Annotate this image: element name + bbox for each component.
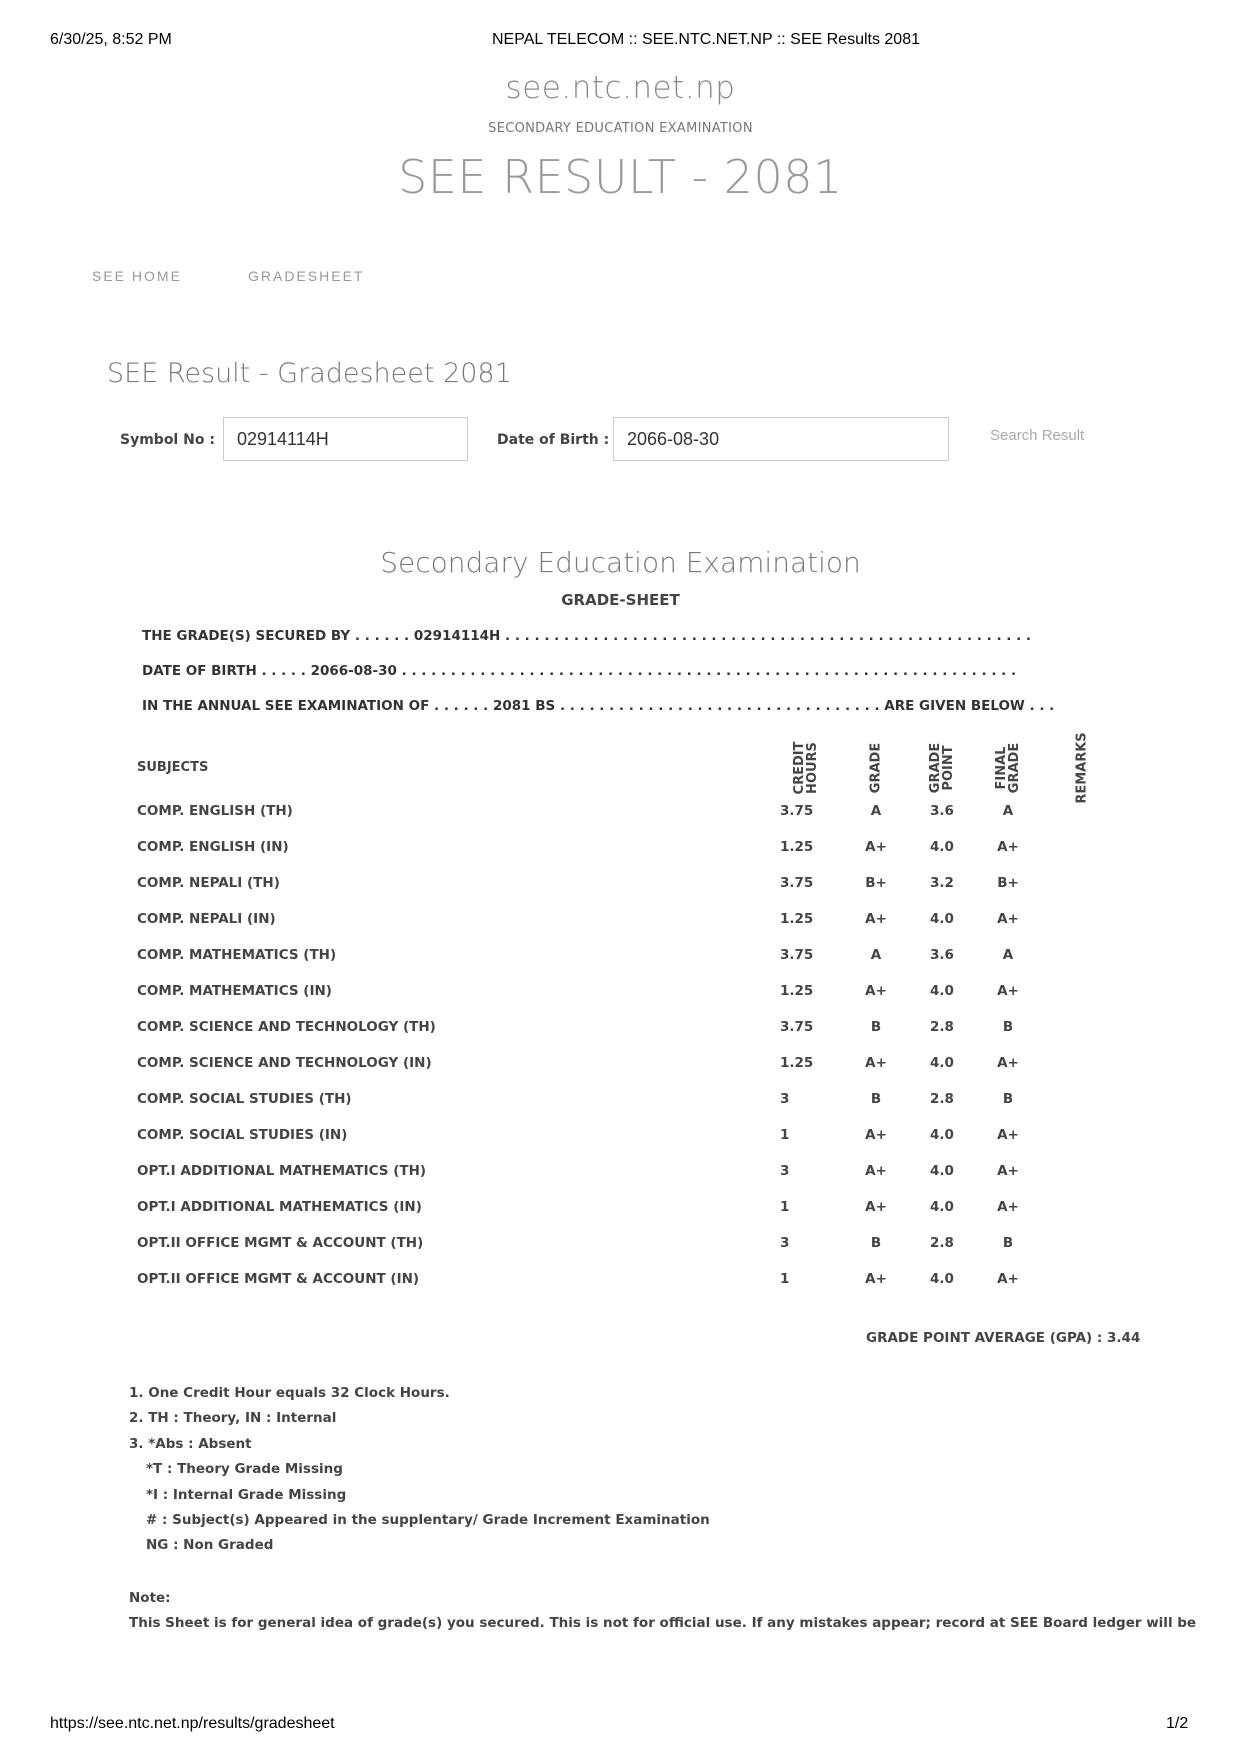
subject-cell: OPT.II OFFICE MGMT & ACCOUNT (IN) [137, 1271, 420, 1287]
credit-hours-cell: 1 [780, 1199, 790, 1215]
subject-cell: COMP. SOCIAL STUDIES (IN) [137, 1127, 348, 1143]
grade-cell: B [870, 1091, 882, 1107]
form-heading: SEE Result - Gradesheet 2081 [107, 358, 512, 389]
credit-hours-cell: 3 [780, 1235, 790, 1251]
final-grade-cell: B+ [997, 875, 1019, 891]
subject-cell: OPT.I ADDITIONAL MATHEMATICS (IN) [137, 1199, 422, 1215]
site-name: see.ntc.net.np [505, 70, 736, 106]
dob-label: Date of Birth : [497, 432, 610, 448]
sheet-subheading: GRADE-SHEET [561, 591, 680, 609]
col-credit-hours: CREDIT HOURS [792, 741, 820, 795]
subject-cell: COMP. NEPALI (IN) [137, 911, 276, 927]
exam-line: IN THE ANNUAL SEE EXAMINATION OF . . . . . . 2081 BS . . . . . . . . . . . . . . . . . . . . . . . . . . . . . . . . . ARE GIVEN BELOW . . . [142, 698, 1055, 714]
credit-hours-cell: 3.75 [780, 803, 814, 819]
print-page-number: 1/2 [1166, 1715, 1189, 1732]
grade-point-cell: 4.0 [930, 1271, 954, 1287]
grade-point-cell: 4.0 [930, 983, 954, 999]
grade-point-cell: 4.0 [930, 1163, 954, 1179]
note-text: This Sheet is for general idea of grade(s) you secured. This is not for official use. If any mistakes appear; record at SEE Board ledger will be [129, 1615, 1197, 1631]
grade-point-cell: 3.6 [930, 803, 954, 819]
site-subtitle: SECONDARY EDUCATION EXAMINATION [488, 121, 753, 136]
grade-cell: A [870, 803, 882, 819]
symbol-label: Symbol No : [120, 432, 215, 448]
credit-hours-cell: 3.75 [780, 1019, 814, 1035]
sheet-heading: Secondary Education Examination [380, 546, 861, 579]
final-grade-cell: A+ [997, 1199, 1019, 1215]
subject-cell: COMP. MATHEMATICS (IN) [137, 983, 332, 999]
final-grade-cell: A+ [997, 839, 1019, 855]
subject-cell: COMP. NEPALI (TH) [137, 875, 280, 891]
final-grade-cell: A+ [997, 983, 1019, 999]
print-page-title: NEPAL TELECOM :: SEE.NTC.NET.NP :: SEE Results 2081 [492, 31, 920, 48]
final-grade-cell: A [1002, 947, 1014, 963]
legend-item: 1. One Credit Hour equals 32 Clock Hours. [129, 1385, 450, 1401]
grade-cell: A+ [865, 1199, 887, 1215]
nav-gradesheet[interactable]: GRADESHEET [248, 268, 365, 284]
col-remarks: REMARKS [1074, 732, 1090, 804]
grade-cell: A+ [865, 1127, 887, 1143]
subject-cell: COMP. MATHEMATICS (TH) [137, 947, 337, 963]
col-grade: GRADE [868, 742, 884, 794]
credit-hours-cell: 1.25 [780, 911, 814, 927]
grade-point-cell: 4.0 [930, 839, 954, 855]
dob-line: DATE OF BIRTH . . . . . 2066-08-30 . . . . . . . . . . . . . . . . . . . . . . . . . . . . . . . . . . . . . . . . . . . . . . . . . . . . . . . . . . . . . . . [142, 663, 1017, 679]
subject-cell: COMP. SCIENCE AND TECHNOLOGY (IN) [137, 1055, 432, 1071]
final-grade-cell: A [1002, 803, 1014, 819]
grade-cell: A+ [865, 1055, 887, 1071]
grade-point-cell: 3.2 [930, 875, 954, 891]
credit-hours-cell: 1 [780, 1271, 790, 1287]
final-grade-cell: B [1002, 1019, 1014, 1035]
final-grade-cell: A+ [997, 1271, 1019, 1287]
note-label: Note: [129, 1590, 171, 1606]
grade-point-cell: 4.0 [930, 1127, 954, 1143]
credit-hours-cell: 3 [780, 1091, 790, 1107]
subject-cell: OPT.II OFFICE MGMT & ACCOUNT (TH) [137, 1235, 424, 1251]
subject-cell: COMP. SOCIAL STUDIES (TH) [137, 1091, 352, 1107]
credit-hours-cell: 3.75 [780, 947, 814, 963]
grade-cell: A+ [865, 1271, 887, 1287]
grade-cell: B [870, 1019, 882, 1035]
nav-see-home[interactable]: SEE HOME [92, 268, 182, 284]
legend-item: *T : Theory Grade Missing [146, 1461, 343, 1477]
credit-hours-cell: 1.25 [780, 983, 814, 999]
subject-cell: COMP. SCIENCE AND TECHNOLOGY (TH) [137, 1019, 436, 1035]
col-grade-point: GRADE POINT [928, 742, 956, 794]
gpa-line: GRADE POINT AVERAGE (GPA) : 3.44 [866, 1330, 1141, 1346]
final-grade-cell: A+ [997, 1163, 1019, 1179]
final-grade-cell: A+ [997, 1127, 1019, 1143]
grade-point-cell: 2.8 [930, 1091, 954, 1107]
final-grade-cell: B [1002, 1091, 1014, 1107]
credit-hours-cell: 1.25 [780, 839, 814, 855]
grade-cell: A [870, 947, 882, 963]
print-datetime: 6/30/25, 8:52 PM [50, 31, 172, 48]
grade-cell: A+ [865, 911, 887, 927]
credit-hours-cell: 1 [780, 1127, 790, 1143]
legend-item: *I : Internal Grade Missing [146, 1487, 347, 1503]
credit-hours-cell: 3 [780, 1163, 790, 1179]
final-grade-cell: B [1002, 1235, 1014, 1251]
grade-point-cell: 4.0 [930, 911, 954, 927]
grade-cell: B+ [865, 875, 887, 891]
final-grade-cell: A+ [997, 1055, 1019, 1071]
search-result-button[interactable]: Search Result [990, 427, 1085, 444]
secured-by-line: THE GRADE(S) SECURED BY . . . . . . 02914114H . . . . . . . . . . . . . . . . . . . . . . . . . . . . . . . . . . . . . . . . . . . . . . . . . . . . . . [142, 628, 1032, 644]
grade-point-cell: 4.0 [930, 1199, 954, 1215]
grade-cell: A+ [865, 983, 887, 999]
subject-cell: COMP. ENGLISH (IN) [137, 839, 289, 855]
col-subjects: SUBJECTS [137, 760, 209, 775]
subject-cell: OPT.I ADDITIONAL MATHEMATICS (TH) [137, 1163, 427, 1179]
grade-cell: B [870, 1235, 882, 1251]
credit-hours-cell: 3.75 [780, 875, 814, 891]
symbol-input[interactable]: 02914114H [223, 417, 468, 461]
grade-point-cell: 2.8 [930, 1019, 954, 1035]
grade-point-cell: 3.6 [930, 947, 954, 963]
grade-cell: A+ [865, 839, 887, 855]
dob-input[interactable]: 2066-08-30 [613, 417, 949, 461]
print-url: https://see.ntc.net.np/results/gradesheet [50, 1715, 335, 1732]
subject-cell: COMP. ENGLISH (TH) [137, 803, 293, 819]
final-grade-cell: A+ [997, 911, 1019, 927]
legend-item: # : Subject(s) Appeared in the supplentary/ Grade Increment Examination [146, 1512, 710, 1528]
legend-item: 2. TH : Theory, IN : Internal [129, 1410, 337, 1426]
legend-item: NG : Non Graded [146, 1537, 274, 1553]
grade-point-cell: 2.8 [930, 1235, 954, 1251]
credit-hours-cell: 1.25 [780, 1055, 814, 1071]
col-final-grade: FINAL GRADE [994, 742, 1022, 794]
grade-point-cell: 4.0 [930, 1055, 954, 1071]
legend-item: 3. *Abs : Absent [129, 1436, 252, 1452]
page-title: SEE RESULT - 2081 [398, 150, 843, 204]
grade-cell: A+ [865, 1163, 887, 1179]
